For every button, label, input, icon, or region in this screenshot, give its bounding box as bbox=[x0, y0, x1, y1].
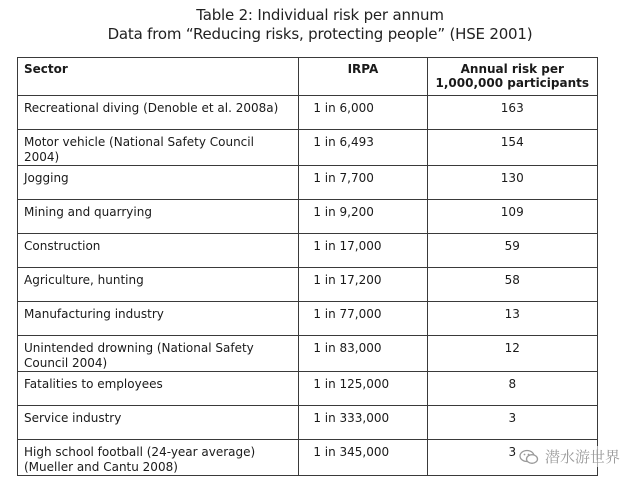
table-row bbox=[18, 440, 598, 476]
cell-annual-risk: 13 bbox=[427, 302, 597, 336]
watermark bbox=[519, 446, 620, 467]
cell-irpa: 1 in 6,000 bbox=[299, 96, 427, 130]
wechat-icon bbox=[519, 449, 539, 465]
header-annual-risk: Annual risk per 1,000,000 participants bbox=[427, 58, 597, 96]
cell-annual-risk: 59 bbox=[427, 234, 597, 268]
cell-sector: Fatalities to employees bbox=[18, 372, 299, 406]
table-header-row bbox=[18, 58, 598, 96]
cell-irpa: 1 in 17,000 bbox=[299, 234, 427, 268]
cell-annual-risk: 163 bbox=[427, 96, 597, 130]
header-sector: Sector bbox=[18, 58, 299, 96]
cell-irpa: 1 in 333,000 bbox=[299, 406, 427, 440]
cell-annual-risk: 3 bbox=[427, 406, 597, 440]
cell-sector: Manufacturing industry bbox=[18, 302, 299, 336]
cell-annual-risk: 109 bbox=[427, 200, 597, 234]
table-row bbox=[18, 200, 598, 234]
table-row bbox=[18, 130, 598, 166]
table-row bbox=[18, 372, 598, 406]
cell-irpa: 1 in 77,000 bbox=[299, 302, 427, 336]
cell-sector: Agriculture, hunting bbox=[18, 268, 299, 302]
table-row bbox=[18, 234, 598, 268]
table-row bbox=[18, 406, 598, 440]
risk-table bbox=[17, 57, 598, 476]
cell-annual-risk: 154 bbox=[427, 130, 597, 166]
cell-irpa: 1 in 83,000 bbox=[299, 336, 427, 372]
table-row bbox=[18, 302, 598, 336]
cell-sector: Service industry bbox=[18, 406, 299, 440]
cell-sector: Jogging bbox=[18, 166, 299, 200]
cell-annual-risk: 130 bbox=[427, 166, 597, 200]
cell-annual-risk: 8 bbox=[427, 372, 597, 406]
header-irpa: IRPA bbox=[299, 58, 427, 96]
cell-sector: Recreational diving (Denoble et al. 2008a) bbox=[18, 96, 299, 130]
cell-annual-risk: 3 bbox=[427, 440, 597, 476]
cell-irpa: 1 in 7,700 bbox=[299, 166, 427, 200]
table-row bbox=[18, 96, 598, 130]
cell-sector: Unintended drowning (National Safety Council 2004) bbox=[18, 336, 299, 372]
table-caption-title: Table 2: Individual risk per annum bbox=[196, 6, 444, 24]
cell-sector: Construction bbox=[18, 234, 299, 268]
table-row bbox=[18, 336, 598, 372]
cell-sector: Motor vehicle (National Safety Council 2004) bbox=[18, 130, 299, 166]
table-caption-source: Data from “Reducing risks, protecting people” (HSE 2001) bbox=[107, 25, 533, 43]
cell-irpa: 1 in 17,200 bbox=[299, 268, 427, 302]
cell-irpa: 1 in 345,000 bbox=[299, 440, 427, 476]
cell-sector: Mining and quarrying bbox=[18, 200, 299, 234]
cell-sector: High school football (24-year average) (Mueller and Cantu 2008) bbox=[18, 440, 299, 476]
cell-annual-risk: 12 bbox=[427, 336, 597, 372]
cell-annual-risk: 58 bbox=[427, 268, 597, 302]
watermark-text: 潜水游世界 bbox=[544, 448, 620, 466]
table-row bbox=[18, 166, 598, 200]
cell-irpa: 1 in 9,200 bbox=[299, 200, 427, 234]
cell-irpa: 1 in 125,000 bbox=[299, 372, 427, 406]
cell-irpa: 1 in 6,493 bbox=[299, 130, 427, 166]
table-row bbox=[18, 268, 598, 302]
